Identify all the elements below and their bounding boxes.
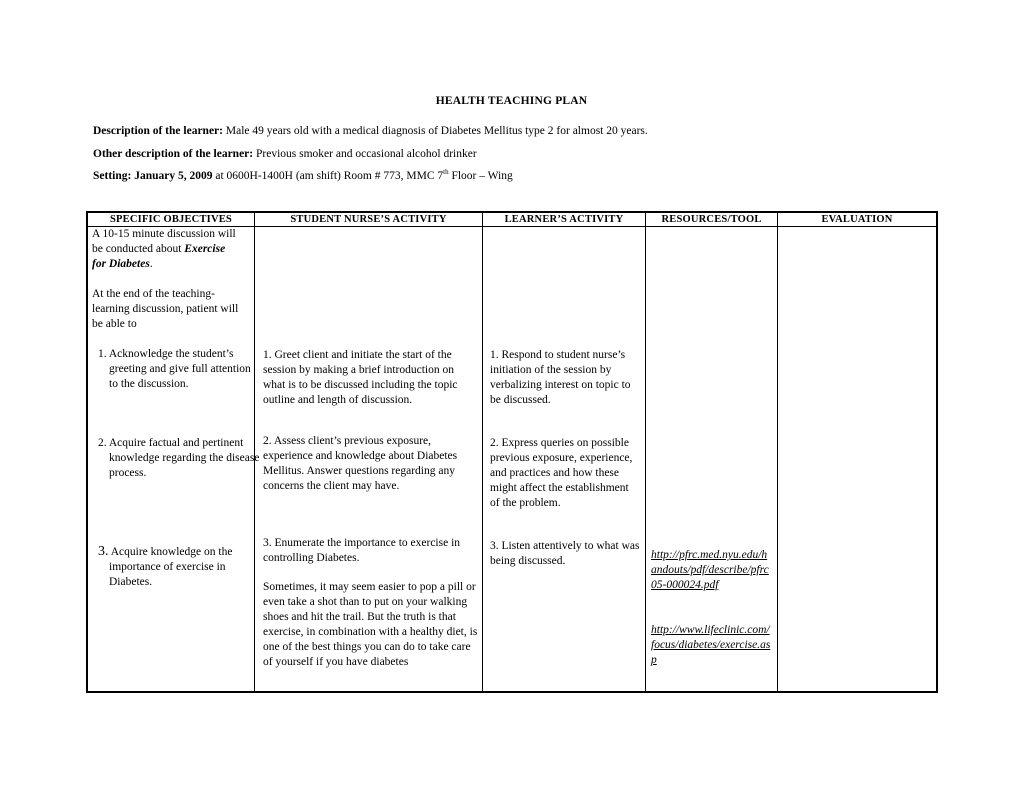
objective-text: Acquire factual and pertinent knowledge regarding the disease process.: [108, 437, 260, 479]
nurse-activity-1: 1. Greet client and initiate the start of the session by making a brief introduction on what is to be discussed including the topic outline and length of discussion.: [263, 349, 458, 406]
header-evaluation: EVALUATION: [821, 214, 893, 225]
objectives-intro: [92, 227, 240, 272]
learner-description-text: Male 49 years old with a medical diagnosis of Diabetes Mellitus type 2 for almost 20 years.: [225, 125, 648, 137]
learner-activity-1: 1. Respond to student nurse’s initiation of the session by verbalizing interest on topic to be discussed.: [490, 349, 631, 406]
resource-link-2[interactable]: http://www.lifeclinic.com/focus/diabetes/exercise.asp: [651, 624, 771, 666]
learner-activity-3: 3. Listen attentively to what was being discussed.: [490, 540, 640, 567]
intro-period: .: [149, 258, 153, 270]
other-description-text: Previous smoker and occasional alcohol drinker: [256, 148, 477, 160]
objective-2: [98, 436, 261, 481]
learner-description-label: Description of the learner:: [93, 125, 223, 137]
header-student-nurse-activity: STUDENT NURSE’S ACTIVITY: [290, 214, 447, 225]
intro-topic: Exercise for Diabetes: [92, 243, 226, 270]
learner-description: [93, 124, 648, 139]
objectives-intro-2: At the end of the teaching-learning discussion, patient will be able to: [92, 288, 239, 330]
objective-text: Acquire knowledge on the importance of exercise in Diabetes.: [109, 546, 233, 588]
column-divider: [777, 211, 778, 693]
nurse-activity-3: 3. Enumerate the importance to exercise in controlling Diabetes.: [263, 537, 461, 564]
intro-text: A 10-15 minute discussion will be conducted about: [92, 228, 236, 255]
objective-number: 1.: [98, 348, 107, 360]
setting-label: Setting: January 5, 2009: [93, 170, 213, 182]
other-description-label: Other description of the learner:: [93, 148, 254, 160]
table-left-border: [86, 211, 88, 693]
header-learner-activity: LEARNER’S ACTIVITY: [504, 214, 624, 225]
setting-text: at 0600H-1400H (am shift) Room # 773, MMC 7: [215, 170, 444, 182]
column-divider: [645, 211, 646, 693]
header-specific-objectives: SPECIFIC OBJECTIVES: [110, 214, 232, 225]
setting-sup: th: [443, 168, 449, 177]
table-bottom-border: [86, 691, 938, 693]
nurse-activity-2: 2. Assess client’s previous exposure, experience and knowledge about Diabetes Mellitus. Answer questions regarding any concerns the client may have.: [263, 435, 458, 492]
column-divider: [482, 211, 483, 693]
setting-text-after: Floor – Wing: [451, 170, 513, 182]
document-title: HEALTH TEACHING PLAN: [435, 95, 588, 107]
objective-text: Acknowledge the student’s greeting and give full attention to the discussion.: [108, 348, 251, 390]
objective-number: 2.: [98, 437, 107, 449]
table-right-border: [936, 211, 938, 693]
objective-number: 3.: [98, 544, 109, 559]
other-description: [93, 147, 477, 162]
objective-1: [98, 347, 261, 392]
learner-activity-2: 2. Express queries on possible previous exposure, experience, and practices and how these might affect the establishment of the problem.: [490, 437, 633, 509]
objective-3: [98, 544, 261, 590]
setting-line: [93, 169, 513, 184]
resource-link-1[interactable]: http://pfrc.med.nyu.edu/handouts/pdf/describe/pfrc05-000024.pdf: [651, 549, 769, 591]
nurse-activity-3-detail: Sometimes, it may seem easier to pop a pill or even take a shot than to put on your walking shoes and hit the trail. But the truth is that exercise, in combination with a healthy diet, is one of the best things you can do to take care of yourself if you have diabetes: [263, 581, 478, 668]
header-resources-tool: RESOURCES/TOOL: [661, 214, 762, 225]
